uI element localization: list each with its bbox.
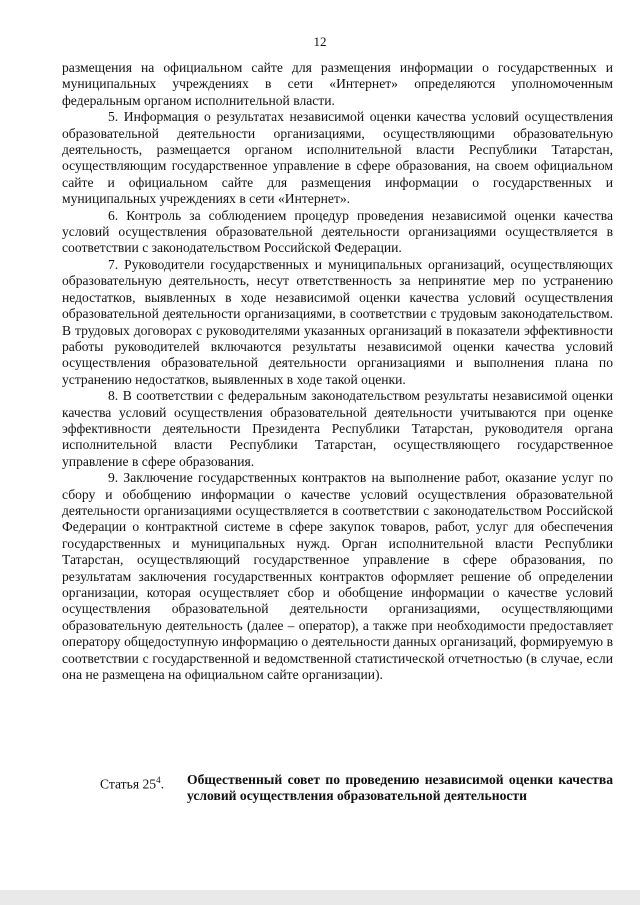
paragraph-5: 5. Информация о результатах независимой оценки качества условий осуществления образовательной деятельности организациями, осуществляющими образовательную деятельность, размещается органом исполнительной власти Республики Татарстан, осуществляющим государственное управление в сфере образования, на своем официальном сайте и официальном сайте для размещения информации о государственных и муниципальных учреждениях в сети «Интернет». [62,109,613,207]
page-number: 12 [313,34,327,49]
paragraph-7: 7. Руководители государственных и муниципальных организаций, осуществляющих образовательную деятельность, несут ответственность за непринятие мер по устранению недостатков, выявленных в ходе независимой оценки качества условий осуществления образовательной деятельности организациями, в соответствии с трудовым законодательством. В трудовых договорах с руководителями указанных организаций в показатели эффективности работы руководителей включаются результаты независимой оценки качества условий осуществления образовательной деятельности организациями и выполнения плана по устранению недостатков, выявленных в ходе такой оценки. [62,256,613,387]
article-superscript: 4 [156,775,161,785]
article-heading [100,772,613,805]
article-label: Статья $25^4$. [100,775,164,792]
document-body [62,60,613,683]
paragraph-continuation: размещения на официальном сайте для размещения информации о государственных и муниципальных учреждениях в сети «Интернет» определяются уполномоченным федеральным органом исполнительной власти. [62,60,613,108]
scan-bottom-edge [0,890,640,905]
paragraph-6: 6. Контроль за соблюдением процедур проведения независимой оценки качества условий осуществления образовательной деятельности организациями осуществляется в соответствии с законодательством Российской Федерации. [62,207,613,256]
paragraph-8: 8. В соответствии с федеральным законодательством результаты независимой оценки качества условий осуществления образовательной деятельности учитываются при оценке эффективности деятельности Президента Республики Татарстан, руководителя органа исполнительной власти Республики Татарстан, осуществляющего государственное управление в сфере образования. [62,388,613,469]
paragraph-9: 9. Заключение государственных контрактов на выполнение работ, оказание услуг по сбору и обобщению информации о качестве условий осуществления образовательной деятельности организациями осуществляется в соответствии с законодательством Российской Федерации о контрактной системе в сфере закупок товаров, работ, услуг для обеспечения государственных и муниципальных нужд. Орган исполнительной власти Республики Татарстан, осуществляющий государственное управление в сфере образования, по результатам заключения государственных контрактов оформляет решение об определении организации, которая осуществляет сбор и обобщение информации о качестве условий осуществления образовательной деятельности организациями, осуществляющими образовательную деятельность (далее – оператор), а также при необходимости предоставляет оператору общедоступную информацию о деятельности данных организаций, формируемую в соответствии с государственной и ведомственной статистической отчетностью (в случае, если она не размещена на официальном сайте организации). [62,470,613,683]
article-title: Общественный совет по проведению независимой оценки качества условий осуществления образовательной деятельности [187,772,613,804]
